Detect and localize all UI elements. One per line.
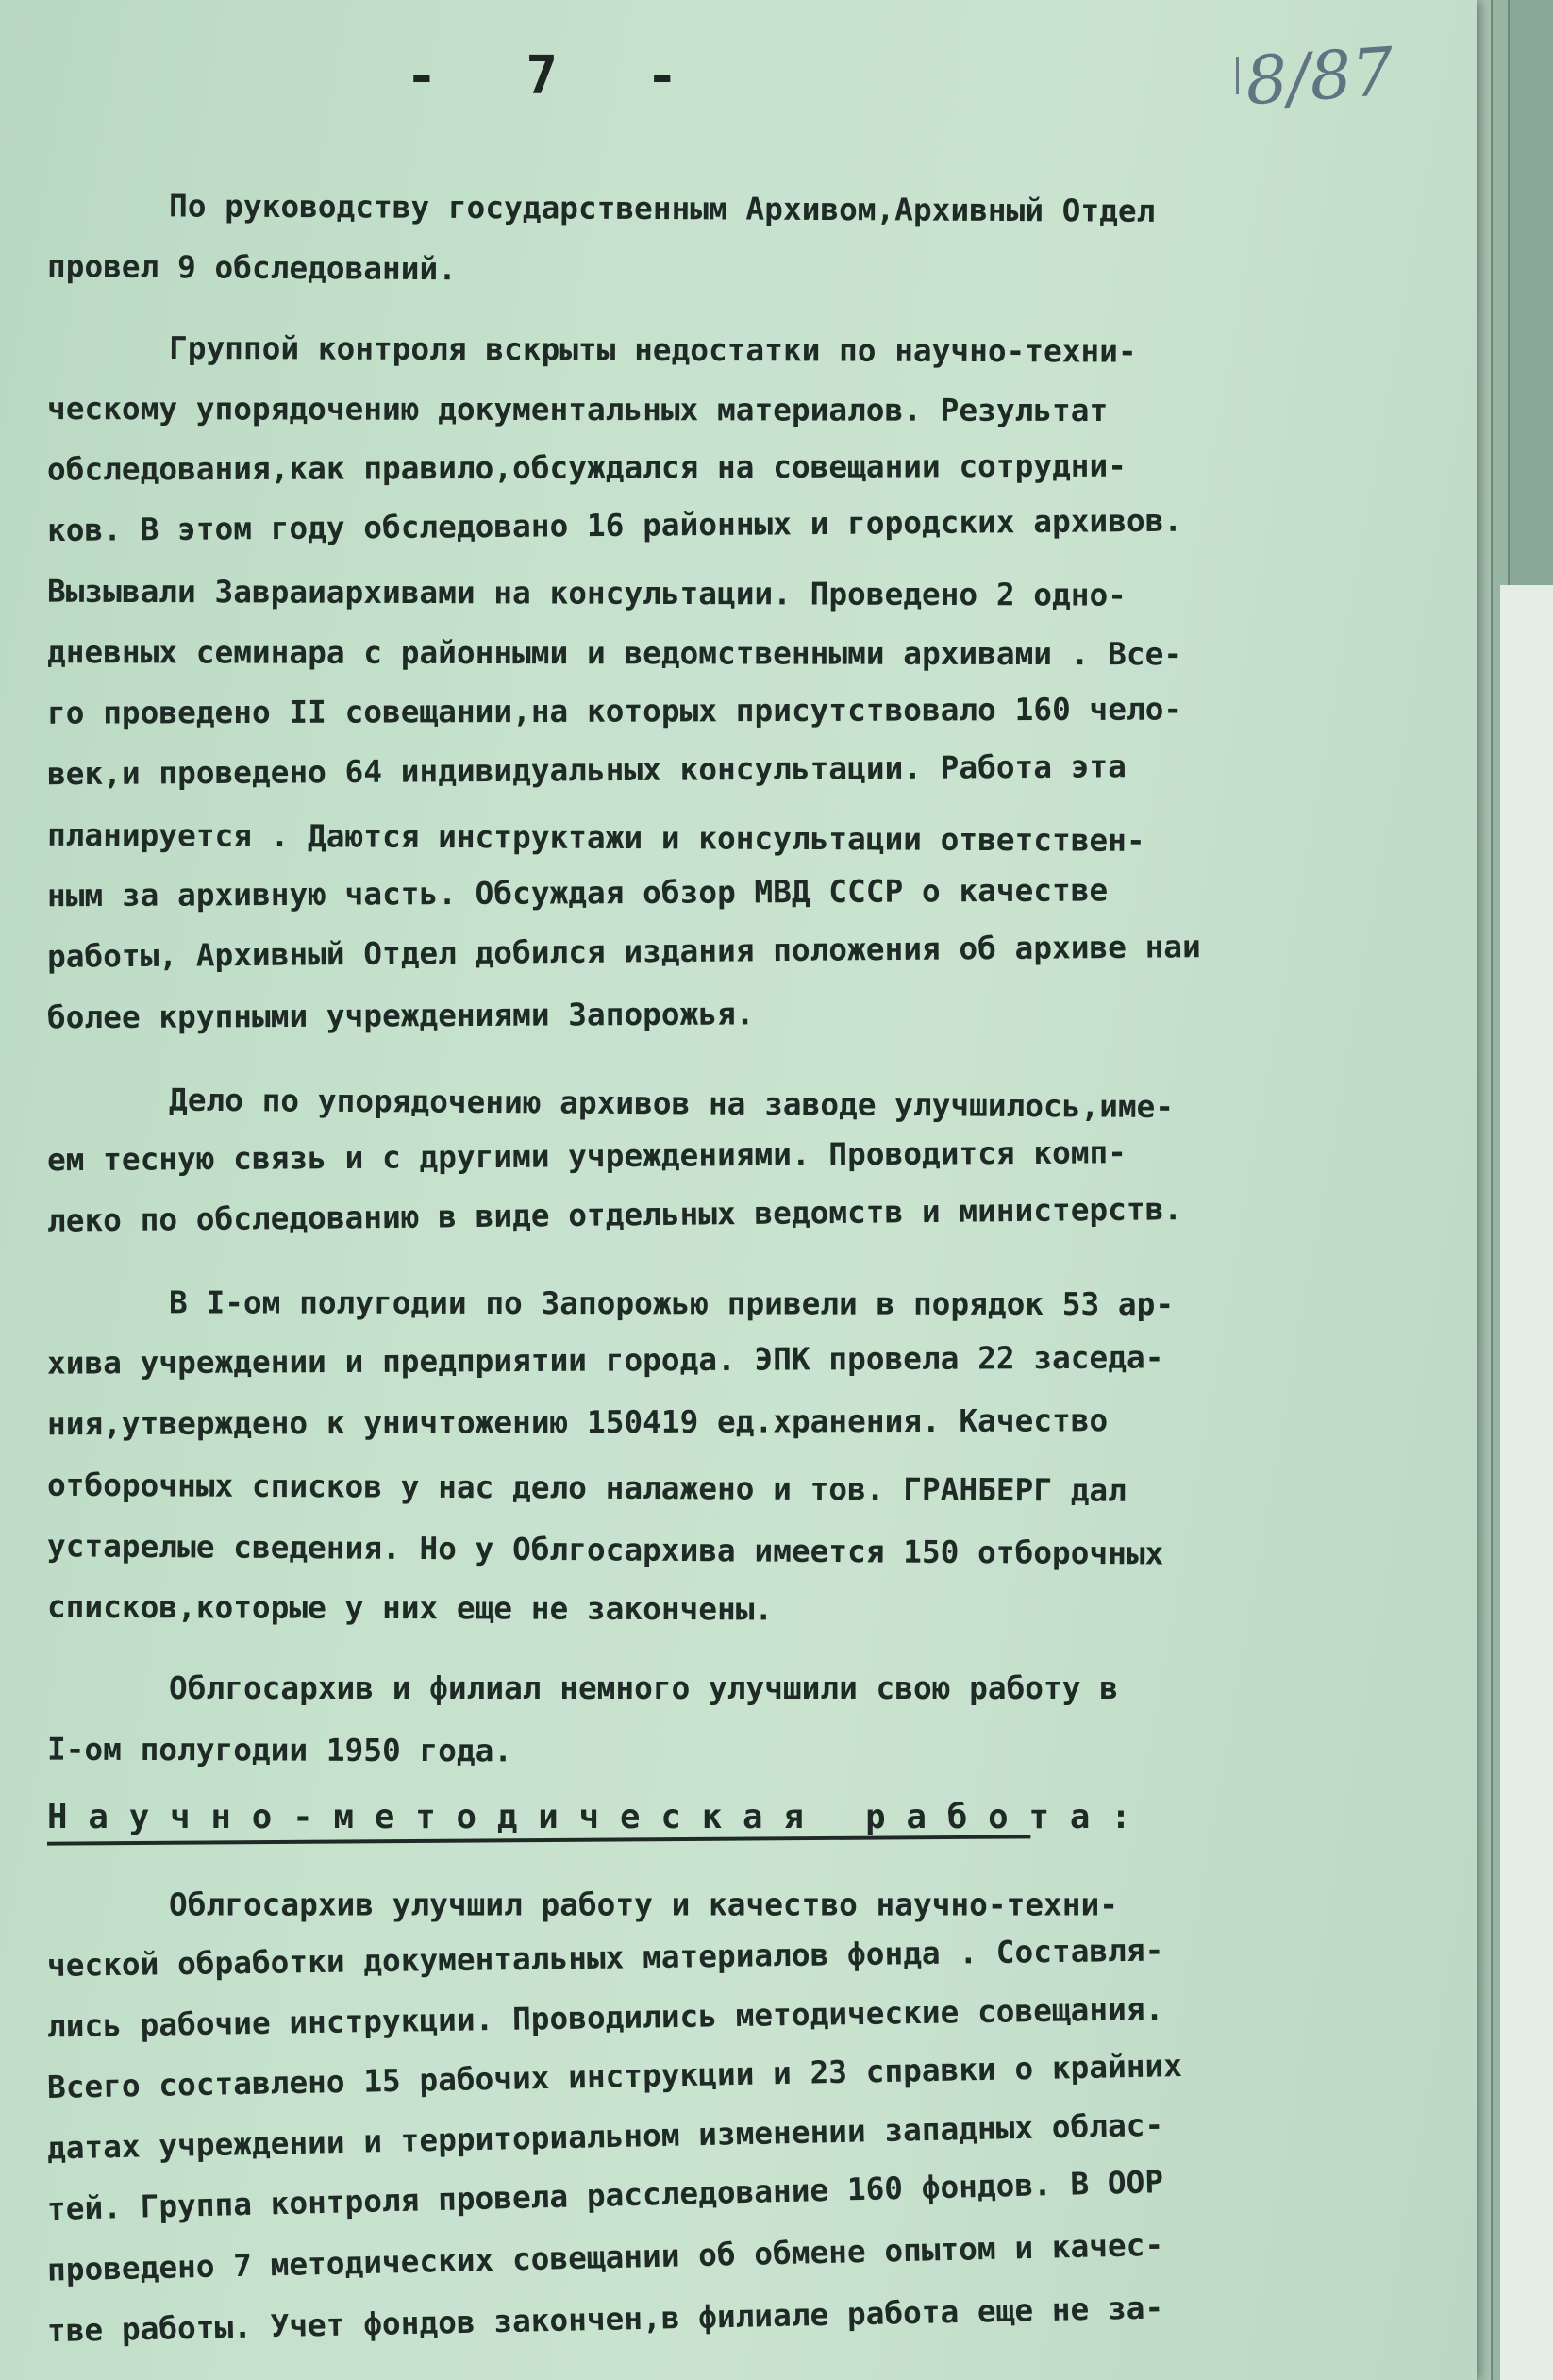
text-line: списков,которые у них еще не закончены.: [46, 1588, 774, 1628]
text-line: лись рабочие инструкции. Проводились методические совещания.: [46, 1990, 1164, 2045]
text-line: ния,утверждено к уничтожению 150419 ед.хранения. Качество: [46, 1401, 1109, 1443]
text-line: леко по обследованию в виде отдельных ведомств и министерств.: [46, 1190, 1183, 1239]
text-line: Всего составлено 15 рабочих инструкции и 23 справки о крайних: [46, 2047, 1183, 2105]
text-line: Группой контроля вскрыты недостатки по научно-техни-: [168, 329, 1137, 370]
text-line: тве работы. Учет фондов закончен,в филиале работа еще не за-: [46, 2288, 1164, 2350]
text-line: хива учреждении и предприятии города. ЭПК провела 22 заседа-: [46, 1338, 1164, 1382]
text-line: го проведено II совещании,на которых присутствовало 160 чело-: [46, 690, 1183, 731]
text-line: В I-ом полугодии по Запорожью привели в порядок 53 ар-: [169, 1283, 1175, 1323]
background-sheet: [1500, 585, 1553, 2380]
text-line: работы, Архивный Отдел добился издания положения об архиве наи: [46, 928, 1201, 975]
text-line: Облгосархив улучшил работу и качество научно-техни-: [169, 1886, 1118, 1923]
text-line: датах учреждении и территориальном изменении западных облас-: [46, 2106, 1164, 2167]
text-block-bottom: [47, 1874, 1452, 2361]
text-block-top: [47, 175, 1452, 1780]
text-line: I-ом полугодии 1950 года.: [46, 1730, 513, 1769]
paragraph-gap: [47, 1048, 1452, 1068]
text-line: Вызывали Завраиархивами на консультации. Проведено 2 одно-: [46, 572, 1127, 613]
text-line: ческой обработки документальных материалов фонда . Составля-: [46, 1931, 1164, 1984]
text-line: провел 9 обследований.: [46, 247, 458, 288]
text-line: ем тесную связь и с другими учреждениями. Проводится комп-: [46, 1133, 1127, 1179]
text-line: проведено 7 методических совещании об обмене опытом и качес-: [46, 2226, 1164, 2288]
page-number: - 7 -: [406, 45, 707, 107]
text-line: ческому упорядочению документальных материалов. Результат: [46, 390, 1109, 429]
text-line: ков. В этом году обследовано 16 районных и городских архивов.: [46, 501, 1183, 549]
text-line: По руководству государственным Архивом,Архивный Отдел: [168, 187, 1156, 229]
paragraph-gap: [47, 1251, 1452, 1272]
section-heading: Научно-методическая работа:: [47, 1798, 1152, 1837]
handwritten-annotation: 8/87: [1243, 32, 1396, 121]
text-line: ным за архивную часть. Обсуждая обзор МВД СССР о качестве: [46, 871, 1109, 914]
text-line: Облгосархив и филиал немного улучшили свою работу в: [169, 1669, 1118, 1707]
text-line: тей. Группа контроля провела расследование 160 фондов. В ООР: [46, 2163, 1164, 2228]
text-line: дневных семинара с районными и ведомственными архивами . Все-: [46, 633, 1183, 673]
text-line: устарелые сведения. Но у Облгосархива имеется 150 отборочных: [46, 1527, 1164, 1572]
text-line: более крупными учреждениями Запорожья.: [46, 995, 755, 1036]
text-line: отборочных списков у нас дело налажено и тов. ГРАНБЕРГ дал: [46, 1466, 1127, 1509]
text-line: планируется . Даются инструктажи и консультации ответствен-: [46, 816, 1145, 859]
text-line: век,и проведено 64 индивидуальных консультации. Работа эта: [46, 747, 1127, 793]
document-body: [47, 175, 1452, 2361]
text-line: обследования,как правило,обсуждался на совещании сотрудни-: [46, 446, 1127, 488]
text-line: Дело по упорядочению архивов на заводе улучшилось,име-: [168, 1081, 1175, 1126]
